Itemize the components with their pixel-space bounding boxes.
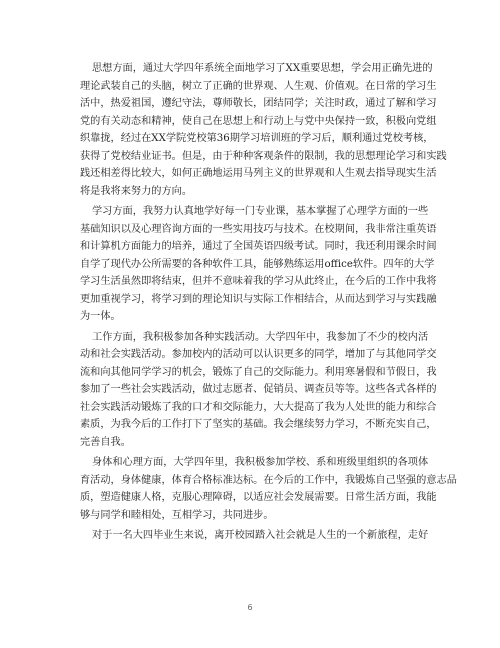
paragraph-line: 学习方面，我努力认真地学好每一门专业课，基本掌握了心理学方面的一些 xyxy=(92,206,429,217)
paragraph-line: 工作方面，我积极参加各种实践活动。大学四年中，我参加了不少的校内活 xyxy=(92,331,429,343)
paragraph-line: 育活动，身体健康，体育合格标准达标。在今后的工作中，我锻炼自己坚强的意志品 xyxy=(80,474,457,486)
paragraph-line: 为一体。 xyxy=(80,311,121,322)
paragraph-line: 更加重视学习，将学习到的理论知识与实际工作相结合，从而达到学习与实践融 xyxy=(80,293,437,305)
document-body xyxy=(80,60,457,545)
paragraph-line: 学习生活虽然即将结束，但并不意味着我的学习从此终止，在今后的工作中我将 xyxy=(80,276,437,287)
paragraph-line: 素质，为我今后的工作打下了坚实的基础。我会继续努力学习，不断充实自己， xyxy=(80,419,437,430)
paragraph-line: 参加了一些社会实践活动，做过志愿者、促销员、调查员等等。这些各式各样的 xyxy=(80,384,437,395)
paragraph-line: 够与同学和睦相处，互相学习，共同进步。 xyxy=(80,509,274,521)
paragraph-line: 党的有关动态和精神，使自己在思想上和行动上与党中央保持一致，积极向党组 xyxy=(80,115,437,127)
paragraph-line: 获得了党校结业证书。但是，由于种种客观条件的限制，我的思想理论学习和实践 xyxy=(80,150,447,162)
paragraph-line: 将是我将来努力的方向。 xyxy=(80,185,193,197)
paragraph-line: 质，塑造健康人格，克服心理障碍，以适应社会发展需要。日常生活方面，我能 xyxy=(80,492,437,503)
paragraph-line: 思想方面，通过大学四年系统全面地学习了XX重要思想，学会用正确先进的 xyxy=(92,63,433,74)
paragraph-line: 践还相差得比较大，如何正确地运用马列主义的世界观和人生观去指导现实生活 xyxy=(80,168,437,179)
paragraph-line: 和计算机方面能力的培养，通过了全国英语四级考试。同时，我还利用课余时间 xyxy=(80,241,437,252)
paragraph-line: 流和向其他同学学习的机会，锻炼了自己的交际能力。利用寒暑假和节假日，我 xyxy=(80,366,437,378)
paragraph-line: 理论武装自己的头脑，树立了正确的世界观、人生观、价值观。在日常的学习生 xyxy=(80,80,437,92)
paragraph-line: 自学了现代办公所需要的各种软件工具，能够熟练运用office软件。四年的大学 xyxy=(80,258,435,270)
paragraph-line: 社会实践活动锻炼了我的口才和交际能力，大大提高了我为人处世的能力和综合 xyxy=(80,401,437,413)
paragraph-line: 动和社会实践活动。参加校内的活动可以认识更多的同学，增加了与其他同学交 xyxy=(80,349,437,360)
paragraph-line: 织靠拢，经过在XX学院党校第36期学习培训班的学习后，顺利通过党校考核， xyxy=(80,133,434,144)
paragraph-line: 身体和心理方面，大学四年里，我积极参加学校、系和班级里组织的各项体 xyxy=(92,457,429,468)
paragraph-line: 完善自我。 xyxy=(80,436,131,448)
paragraph-line: 对于一名大四毕业生来说，离开校园踏入社会就是人生的一个新旅程，走好 xyxy=(92,530,429,541)
paragraph-line: 活中，热爱祖国，遵纪守法，尊师敬长，团结同学；关注时政，通过了解和学习 xyxy=(80,98,437,109)
page-number: 6 xyxy=(247,603,253,612)
paragraph-line: 基础知识以及心理咨询方面的一些实用技巧与技术。在校期间，我非常注重英语 xyxy=(80,223,437,235)
